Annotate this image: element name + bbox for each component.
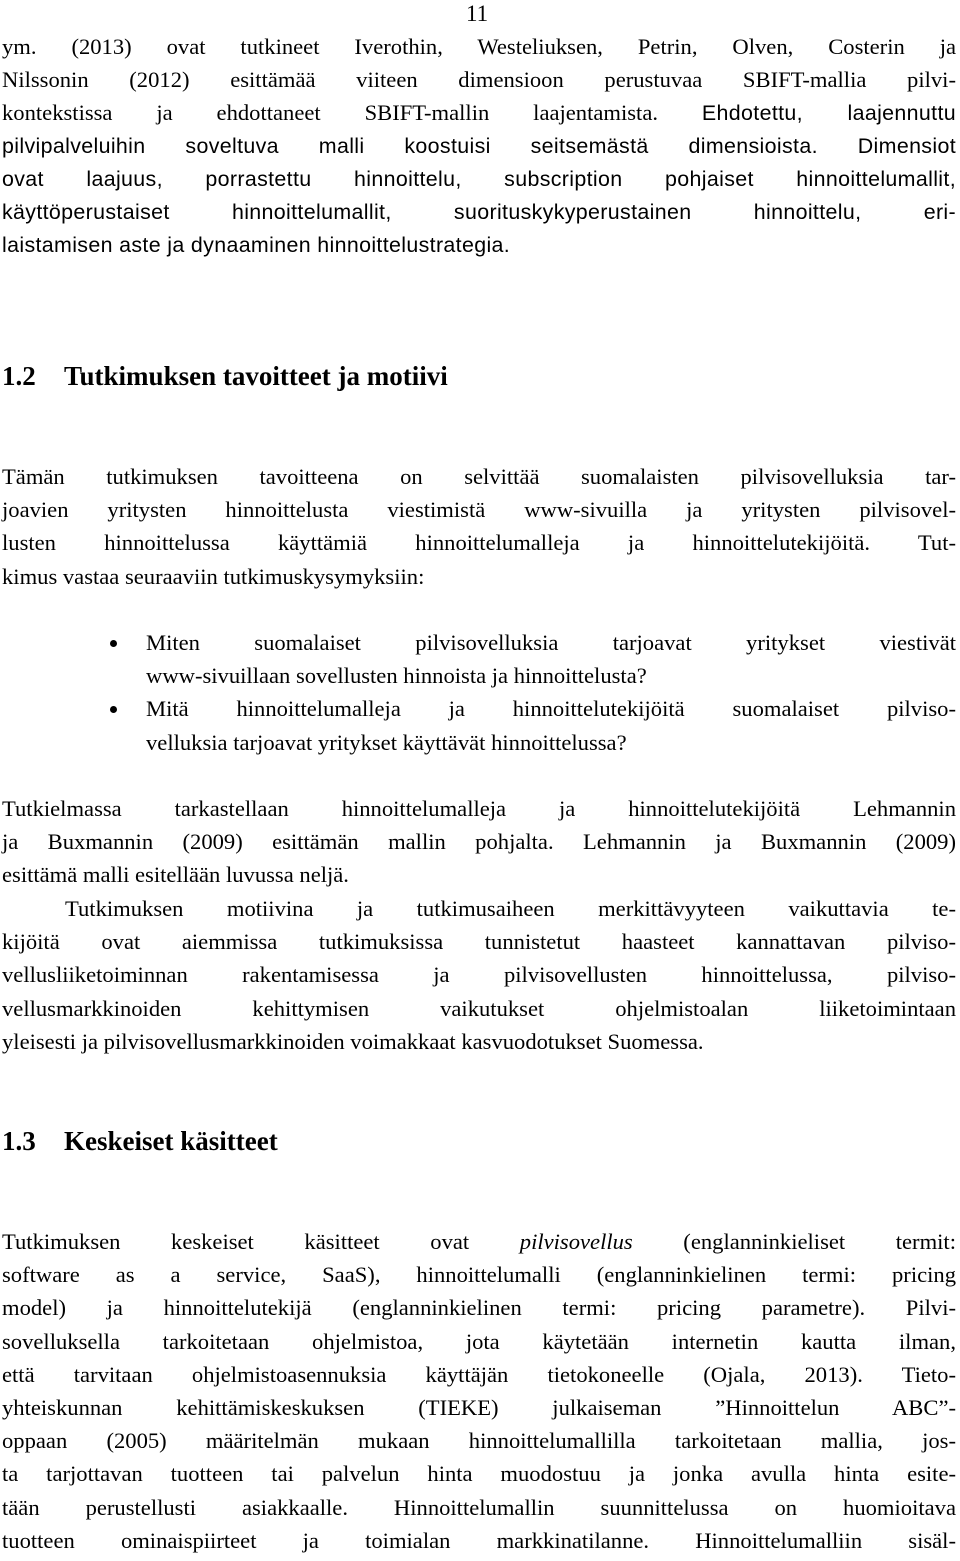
text-line bbox=[2, 130, 956, 163]
text-line: Mitä hinnoittelumalleja ja hinnoittelutekijöitä suomalaiset pilviso- bbox=[146, 696, 956, 722]
text-line: laistamisen aste ja dynaaminen hinnoittelustrategia. bbox=[2, 233, 511, 258]
text-line: Miten suomalaiset pilvisovelluksia tarjoavat yritykset viestivät bbox=[146, 630, 956, 655]
text-line: Tutkimuksen motiivina ja tutkimusaiheen merkittävyyteen vaikuttavia te- bbox=[65, 896, 956, 921]
text-line: tään perustellusti asiakkaalle. Hinnoittelumallin suunnittelussa on huomioitava bbox=[2, 1494, 956, 1520]
section-number: 1.2 bbox=[2, 361, 36, 391]
text-segment: Ehdotettu, laajennuttu bbox=[701, 101, 956, 126]
section-number: 1.3 bbox=[2, 1126, 36, 1156]
text-line: ym. (2013) ovat tutkineet Iverothin, Westeliuksen, Petrin, Olven, Costerin ja bbox=[2, 34, 956, 59]
text-line: Nilssonin (2012) esittämää viiteen dimensioon perustuvaa SBIFT-mallia pilvi- bbox=[2, 67, 956, 93]
paragraph-3 bbox=[2, 792, 956, 892]
key-term: pilvisovellus bbox=[519, 1229, 633, 1254]
text-line: esittämä malli esitellään luvussa neljä. bbox=[2, 862, 349, 888]
section-title: Tutkimuksen tavoitteet ja motiivi bbox=[64, 361, 448, 391]
text-line: yleisesti ja pilvisovellusmarkkinoiden voimakkaat kasvuodotukset Suomessa. bbox=[2, 1028, 704, 1054]
text-line: oppaan (2005) määritelmän mukaan hinnoittelumallilla tarkoitetaan mallia, jos- bbox=[2, 1428, 956, 1454]
text-line: Tämän tutkimuksen tavoitteena on selvittää suomalaisten pilvisovelluksia tar- bbox=[2, 464, 956, 489]
text-segment: (englanninkieliset termit: bbox=[632, 1229, 956, 1254]
text-segment: pilvipalveluihin soveltuva malli koostuisi seitsemästä dimensioista. bbox=[2, 133, 818, 158]
text-line: ta tarjottavan tuotteen tai palvelun hinta muodostuu ja jonka avulla hinta esite- bbox=[2, 1461, 956, 1487]
bullet-icon bbox=[110, 706, 117, 713]
text-segment: Tutkimuksen keskeiset käsitteet ovat bbox=[2, 1229, 520, 1254]
text-line: vellusmarkkinoiden kehittymisen vaikutukset ohjelmistoalan liiketoimintaan bbox=[2, 995, 956, 1021]
section-heading bbox=[2, 360, 448, 392]
text-line: vellusliiketoiminnan rakentamisessa ja pilvisovellusten hinnoittelussa, pilviso- bbox=[2, 962, 956, 988]
research-questions-list bbox=[0, 626, 960, 759]
text-line: kimus vastaa seuraaviin tutkimuskysymyksiin: bbox=[2, 563, 425, 589]
text-line: yhteiskunnan kehittämiskeskuksen (TIEKE) julkaiseman ”Hinnoittelun ABC”- bbox=[2, 1394, 956, 1420]
page-number: 11 bbox=[466, 1, 489, 26]
paragraph-5 bbox=[2, 1225, 956, 1557]
list-item bbox=[0, 692, 960, 758]
text-line: software as a service, SaaS), hinnoittelumalli (englanninkielinen termi: pricing bbox=[2, 1262, 956, 1288]
text-line: että tarvitaan ohjelmistoasennuksia käyttäjän tietokoneelle (Ojala, 2013). Tieto- bbox=[2, 1361, 956, 1387]
text-line: joavien yritysten hinnoittelusta viestimistä www-sivuilla ja yritysten pilvisovel- bbox=[2, 497, 956, 523]
text-line bbox=[2, 96, 956, 129]
paragraph-4 bbox=[2, 892, 956, 1058]
text-line: kijöitä ovat aiemmissa tutkimuksissa tunnistetut haasteet kannattavan pilviso- bbox=[2, 929, 956, 955]
text-line: tuotteen ominaispiirteet ja toimialan markkinatilanne. Hinnoittelumalliin sisäl- bbox=[2, 1527, 956, 1553]
section-title: Keskeiset käsitteet bbox=[64, 1126, 278, 1156]
text-line: sovelluksella tarkoitetaan ohjelmistoa, jota käytetään internetin kautta ilman, bbox=[2, 1328, 956, 1354]
text-line: käyttöperustaiset hinnoittelumallit, suorituskykyperustainen hinnoittelu, eri- bbox=[2, 199, 956, 224]
text-line: model) ja hinnoittelutekijä (englanninkielinen termi: pricing parametre). Pilvi- bbox=[2, 1295, 956, 1321]
bullet-icon bbox=[110, 640, 117, 647]
list-item bbox=[0, 626, 960, 692]
text-line bbox=[2, 1225, 956, 1258]
text-line: lusten hinnoittelussa käyttämiä hinnoittelumalleja ja hinnoittelutekijöitä. Tut- bbox=[2, 530, 956, 556]
text-line: velluksia tarjoavat yritykset käyttävät hinnoittelussa? bbox=[146, 729, 627, 755]
text-segment: kontekstissa ja ehdottaneet SBIFT-mallin laajentamista. bbox=[2, 100, 659, 126]
paragraph-2 bbox=[2, 460, 956, 593]
section-heading bbox=[2, 1125, 278, 1157]
paragraph-1 bbox=[2, 30, 956, 262]
text-line: ovat laajuus, porrastettu hinnoittelu, subscription pohjaiset hinnoittelumallit, bbox=[2, 166, 956, 191]
text-line: Tutkielmassa tarkastellaan hinnoittelumalleja ja hinnoittelutekijöitä Lehmannin bbox=[2, 796, 956, 821]
text-segment: Dimensiot bbox=[857, 133, 956, 158]
text-line: www-sivuillaan sovellusten hinnoista ja hinnoittelusta? bbox=[146, 663, 647, 689]
text-line: ja Buxmannin (2009) esittämän mallin pohjalta. Lehmannin ja Buxmannin (2009) bbox=[2, 829, 956, 855]
